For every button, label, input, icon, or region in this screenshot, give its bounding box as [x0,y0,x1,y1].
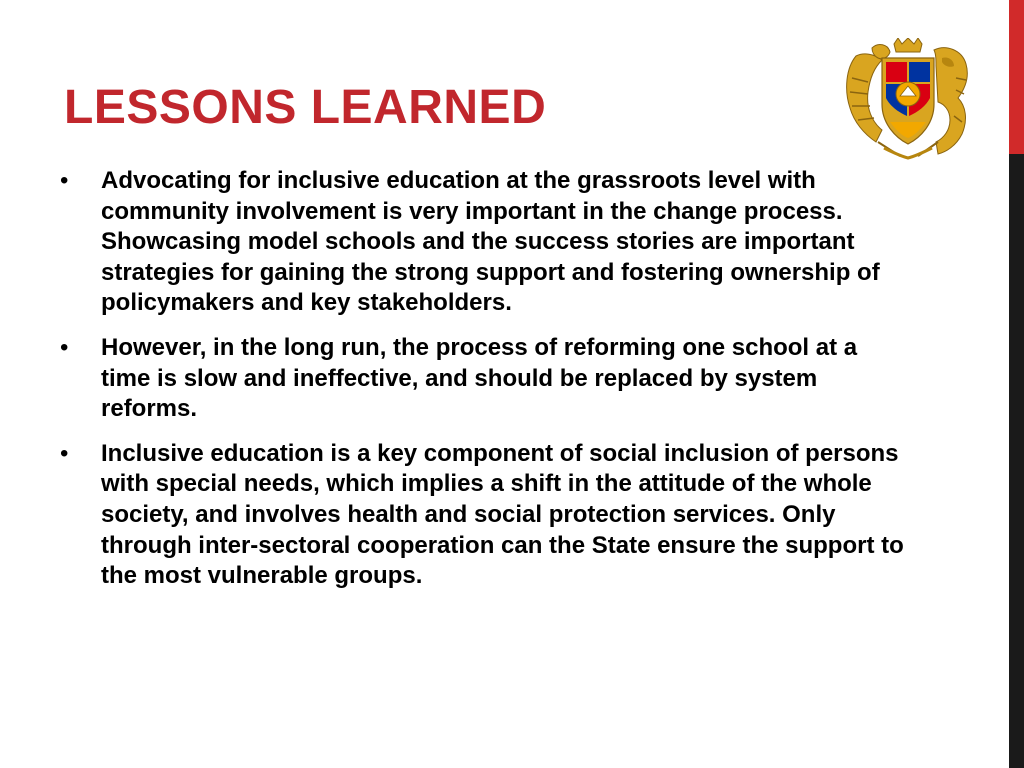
coat-of-arms-icon [838,38,978,162]
bullet-text: Advocating for inclusive education at the grassroots level with community involvement is very important in the change process. Showcasing model schools and the success stories are important strategies for gaining the strong support and fostering ownership of policymakers and key stakeholders. [101,167,880,317]
bullet-text: Inclusive education is a key component of social inclusion of persons with special needs, which implies a shift in the attitude of the whole society, and involves health and social protection services. Only through inter-sectoral cooperation can the State ensure the support to the most vulnerable groups. [101,439,904,590]
bullet-item [58,439,908,592]
accent-bar-red [1009,0,1024,154]
slide-title: LESSONS LEARNED [64,81,547,134]
accent-bar [1006,0,1024,768]
bullet-marker: • [60,333,69,361]
accent-bar-dark [1009,154,1024,768]
bullet-list [58,166,908,606]
bullet-text: However, in the long run, the process of reforming one school at a time is slow and ineffective, and should be replaced by system reforms. [101,333,858,423]
bullet-item [58,333,908,425]
bullet-marker: • [60,167,69,194]
bullet-marker: • [60,439,69,467]
bullet-item [58,166,908,319]
